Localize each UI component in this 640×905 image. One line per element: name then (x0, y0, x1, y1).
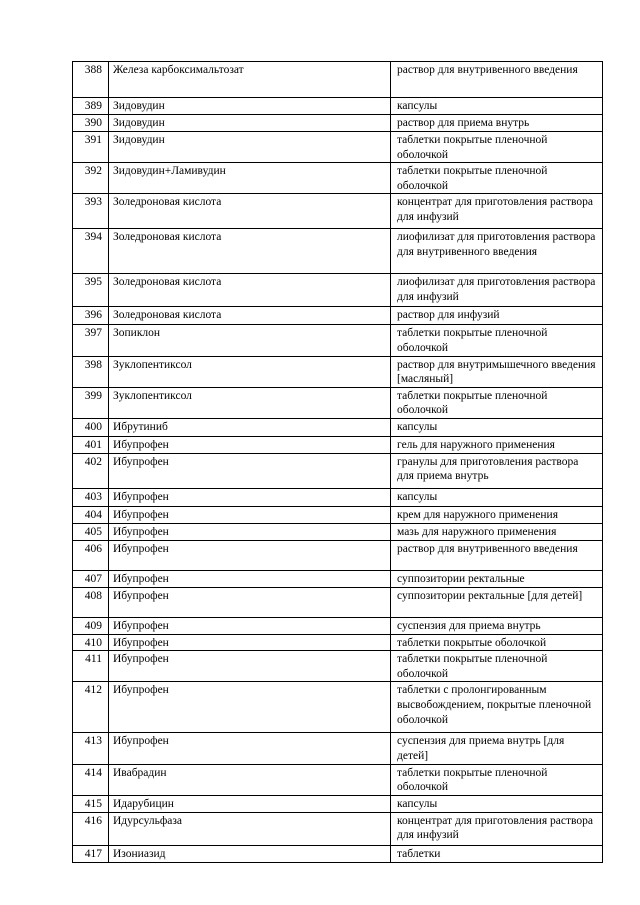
row-number: 413 (73, 733, 109, 764)
dosage-form: суппозитории ректальные [для детей] (391, 587, 603, 617)
table-row (73, 98, 603, 115)
drug-name: Золедроновая кислота (109, 194, 391, 229)
dosage-form: таблетки покрытые пленочной оболочкой (391, 764, 603, 795)
table-row (73, 387, 603, 418)
dosage-form: таблетки (391, 845, 603, 862)
table-row (73, 845, 603, 862)
drug-name: Изониазид (109, 845, 391, 862)
dosage-form: таблетки покрытые пленочной оболочкой (391, 387, 603, 418)
table-row (73, 62, 603, 98)
drug-name: Железа карбоксимальтозат (109, 62, 391, 98)
row-number: 417 (73, 845, 109, 862)
table-row (73, 617, 603, 634)
dosage-form: суппозитории ректальные (391, 570, 603, 587)
row-number: 397 (73, 325, 109, 356)
drug-name: Ибупрофен (109, 540, 391, 570)
drug-name: Золедроновая кислота (109, 229, 391, 274)
drug-name: Зуклопентиксол (109, 387, 391, 418)
drug-name: Ибупрофен (109, 453, 391, 488)
dosage-form: концентрат для приготовления раствора для инфузий (391, 194, 603, 229)
table-row (73, 488, 603, 506)
row-number: 388 (73, 62, 109, 98)
drug-name: Идурсульфаза (109, 812, 391, 845)
row-number: 392 (73, 163, 109, 194)
drug-name: Ибупрофен (109, 682, 391, 733)
dosage-form: таблетки покрытые оболочкой (391, 634, 603, 651)
row-number: 396 (73, 307, 109, 325)
table-row (73, 587, 603, 617)
drug-name: Ибупрофен (109, 570, 391, 587)
drug-name: Ибупрофен (109, 587, 391, 617)
row-number: 415 (73, 795, 109, 812)
dosage-form: гранулы для приготовления раствора для приема внутрь (391, 453, 603, 488)
drug-list-table (72, 61, 603, 863)
row-number: 395 (73, 274, 109, 307)
dosage-form: капсулы (391, 488, 603, 506)
drug-name: Ибупрофен (109, 436, 391, 453)
table-row (73, 733, 603, 764)
drug-name: Ибупрофен (109, 634, 391, 651)
drug-name: Зидовудин+Ламивудин (109, 163, 391, 194)
dosage-form: лиофилизат для приготовления раствора для инфузий (391, 274, 603, 307)
row-number: 402 (73, 453, 109, 488)
row-number: 398 (73, 356, 109, 387)
table-row (73, 307, 603, 325)
drug-name: Зопиклон (109, 325, 391, 356)
dosage-form: таблетки покрытые пленочной оболочкой (391, 651, 603, 682)
row-number: 408 (73, 587, 109, 617)
table-row (73, 163, 603, 194)
row-number: 393 (73, 194, 109, 229)
dosage-form: мазь для наружного применения (391, 523, 603, 540)
dosage-form: раствор для приема внутрь (391, 115, 603, 132)
row-number: 403 (73, 488, 109, 506)
row-number: 400 (73, 418, 109, 436)
row-number: 411 (73, 651, 109, 682)
drug-name: Идарубицин (109, 795, 391, 812)
dosage-form: лиофилизат для приготовления раствора для внутривенного введения (391, 229, 603, 274)
table-row (73, 795, 603, 812)
row-number: 409 (73, 617, 109, 634)
table-row (73, 356, 603, 387)
drug-name: Золедроновая кислота (109, 307, 391, 325)
drug-name: Ибупрофен (109, 523, 391, 540)
table-row (73, 194, 603, 229)
drug-name: Зидовудин (109, 98, 391, 115)
dosage-form: раствор для внутривенного введения (391, 540, 603, 570)
dosage-form: концентрат для приготовления раствора для инфузий (391, 812, 603, 845)
row-number: 412 (73, 682, 109, 733)
row-number: 407 (73, 570, 109, 587)
row-number: 404 (73, 506, 109, 523)
row-number: 389 (73, 98, 109, 115)
table-row (73, 523, 603, 540)
table-row (73, 453, 603, 488)
dosage-form: таблетки покрытые пленочной оболочкой (391, 163, 603, 194)
row-number: 394 (73, 229, 109, 274)
drug-name: Ибупрофен (109, 488, 391, 506)
dosage-form: раствор для внутримышечного введения [масляный] (391, 356, 603, 387)
drug-name: Ибупрофен (109, 506, 391, 523)
drug-name: Ибупрофен (109, 733, 391, 764)
row-number: 406 (73, 540, 109, 570)
table-row (73, 570, 603, 587)
table-row (73, 418, 603, 436)
table-row (73, 634, 603, 651)
drug-name: Зидовудин (109, 115, 391, 132)
row-number: 405 (73, 523, 109, 540)
drug-name: Зуклопентиксол (109, 356, 391, 387)
drug-name: Ибупрофен (109, 651, 391, 682)
dosage-form: раствор для внутривенного введения (391, 62, 603, 98)
drug-name: Ибрутиниб (109, 418, 391, 436)
table-row (73, 812, 603, 845)
table-row (73, 506, 603, 523)
row-number: 391 (73, 132, 109, 163)
dosage-form: таблетки покрытые пленочной оболочкой (391, 325, 603, 356)
dosage-form: гель для наружного применения (391, 436, 603, 453)
dosage-form: капсулы (391, 98, 603, 115)
table-row (73, 682, 603, 733)
table-row (73, 325, 603, 356)
dosage-form: раствор для инфузий (391, 307, 603, 325)
row-number: 401 (73, 436, 109, 453)
dosage-form: капсулы (391, 795, 603, 812)
dosage-form: капсулы (391, 418, 603, 436)
table-row (73, 132, 603, 163)
table-row (73, 436, 603, 453)
row-number: 416 (73, 812, 109, 845)
table-row (73, 115, 603, 132)
drug-name: Зидовудин (109, 132, 391, 163)
dosage-form: таблетки покрытые пленочной оболочкой (391, 132, 603, 163)
dosage-form: суспензия для приема внутрь (391, 617, 603, 634)
table-row (73, 229, 603, 274)
row-number: 399 (73, 387, 109, 418)
table-row (73, 651, 603, 682)
row-number: 410 (73, 634, 109, 651)
row-number: 390 (73, 115, 109, 132)
drug-name: Ивабрадин (109, 764, 391, 795)
table-body (73, 62, 603, 863)
drug-name: Золедроновая кислота (109, 274, 391, 307)
dosage-form: суспензия для приема внутрь [для детей] (391, 733, 603, 764)
dosage-form: крем для наружного применения (391, 506, 603, 523)
drug-name: Ибупрофен (109, 617, 391, 634)
table-row (73, 540, 603, 570)
row-number: 414 (73, 764, 109, 795)
table-row (73, 764, 603, 795)
table-row (73, 274, 603, 307)
dosage-form: таблетки с пролонгированным высвобождением, покрытые пленочной оболочкой (391, 682, 603, 733)
